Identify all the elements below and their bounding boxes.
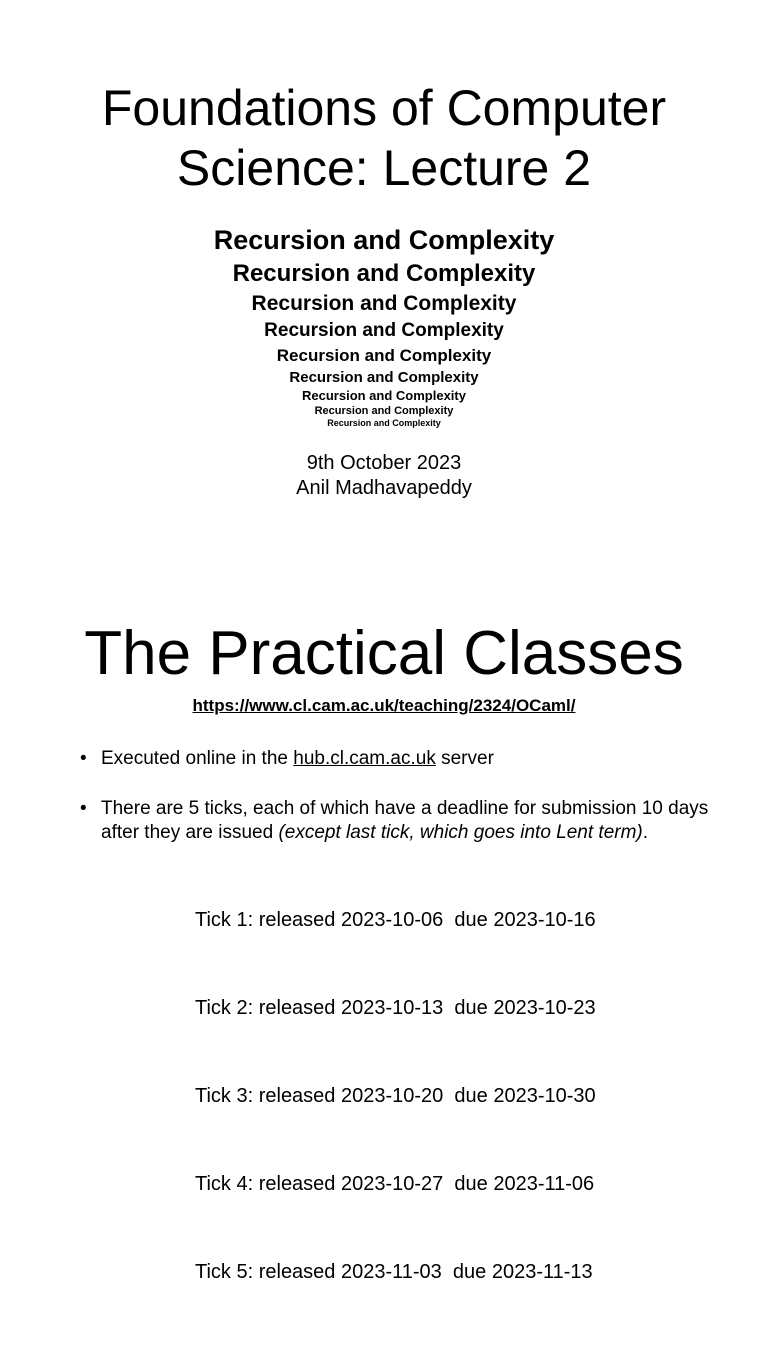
bullet-dot: •	[80, 748, 87, 769]
hub-server-link[interactable]: hub.cl.cam.ac.uk	[293, 748, 436, 769]
lecture-meta	[0, 451, 768, 501]
tick-row: Tick 4: released 2023-10-27 due 2023-11-06	[195, 1173, 595, 1195]
bullet-dot: •	[80, 798, 87, 819]
practical-classes-title: The Practical Classes	[84, 619, 684, 688]
tick-row: Tick 3: released 2023-10-20 due 2023-10-30	[195, 1085, 596, 1107]
lecture-author: Anil Madhavapeddy	[296, 477, 472, 499]
lecture-title-line-2: Science: Lecture 2	[176, 140, 592, 196]
subtitle-line: Recursion and Complexity	[327, 418, 441, 428]
subtitle-line: Recursion and Complexity	[264, 320, 504, 341]
subtitle-line: Recursion and Complexity	[314, 405, 454, 417]
bullet-hub-server	[80, 747, 740, 771]
lecture-title	[0, 78, 768, 198]
subtitle-line: Recursion and Complexity	[302, 388, 466, 403]
bullet-text: .	[642, 822, 649, 843]
bullet-note: (except last tick, which goes into Lent term)	[278, 822, 643, 843]
tick-row: Tick 2: released 2023-10-13 due 2023-10-23	[195, 997, 596, 1019]
subtitle-line: Recursion and Complexity	[232, 260, 536, 287]
subtitle-line: Recursion and Complexity	[276, 346, 492, 365]
course-url-link[interactable]: https://www.cl.cam.ac.uk/teaching/2324/OCaml/	[192, 696, 576, 715]
bullet-text: server	[435, 748, 494, 769]
subtitle-line: Recursion and Complexity	[213, 225, 555, 255]
tick-schedule	[195, 860, 596, 1348]
subtitle-cascade	[0, 222, 768, 429]
subtitle-line: Recursion and Complexity	[251, 292, 517, 315]
bullet-text: Executed online in the	[101, 748, 294, 769]
practical-bullets	[80, 747, 740, 845]
lecture-title-line-1: Foundations of Computer	[101, 80, 667, 136]
bullet-text: There are 5 ticks, each of which have a deadline for submission 10 days after they are issued	[101, 798, 709, 843]
tick-row: Tick 1: released 2023-10-06 due 2023-10-16	[195, 909, 596, 931]
lecture-date: 9th October 2023	[306, 452, 462, 474]
subtitle-line: Recursion and Complexity	[289, 369, 479, 386]
tick-row: Tick 5: released 2023-11-03 due 2023-11-13	[195, 1261, 593, 1283]
bullet-ticks-info	[80, 797, 740, 845]
